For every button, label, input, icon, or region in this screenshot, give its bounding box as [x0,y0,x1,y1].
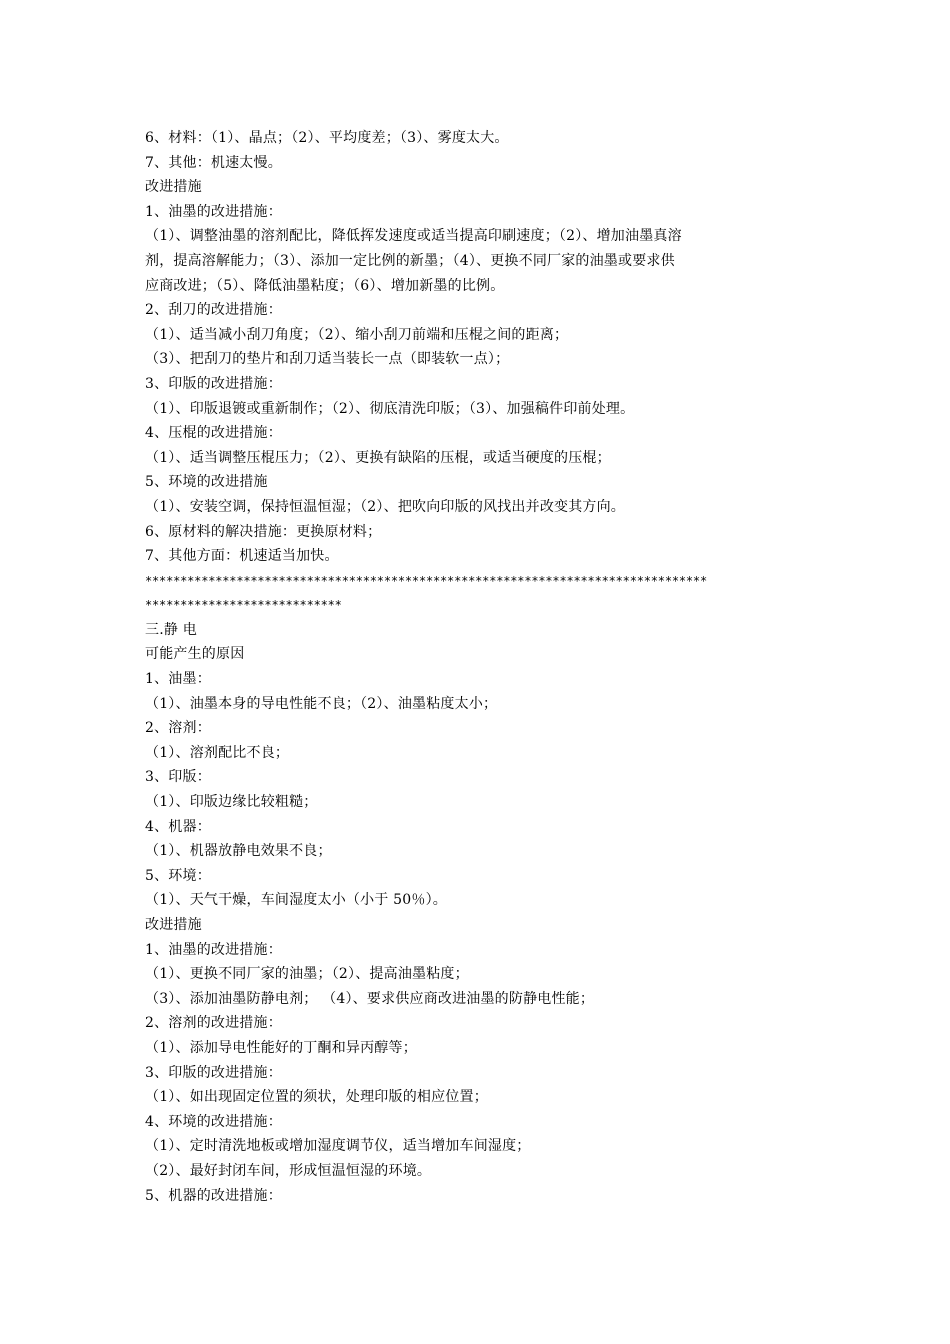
text-line: （1）、更换不同厂家的油墨；（2）、提高油墨粘度； [145,966,469,983]
text-line: 1、油墨： [145,671,211,688]
text-line: （3）、把刮刀的垫片和刮刀适当装长一点（即装软一点）； [145,351,510,368]
text-line: （1）、溶剂配比不良； [145,744,290,761]
text-line: 3、印版的改进措施： [145,1064,282,1081]
text-line: （1）、如出现固定位置的须状，处理印版的相应位置； [145,1089,488,1106]
text-line: （1）、定时清洗地板或增加湿度调节仪，适当增加车间湿度； [145,1138,531,1155]
text-line: 应商改进；（5）、降低油墨粘度；（6）、增加新墨的比例。 [145,277,505,294]
text-line: 1、油墨的改进措施： [145,941,282,958]
text-line: （1）、调整油墨的溶剂配比，降低挥发速度或适当提高印刷速度；（2）、增加油墨真溶 [145,228,682,245]
text-line: （1）、适当减小刮刀角度；（2）、缩小刮刀前端和压棍之间的距离； [145,326,569,343]
text-line: 2、溶剂： [145,720,211,737]
text-line: 7、其他方面：机速适当加快。 [145,548,339,565]
document-page [145,126,815,1208]
text-line: 5、环境： [145,867,211,884]
text-line: （1）、油墨本身的导电性能不良；（2）、油墨粘度太小； [145,695,498,712]
text-line: （1）、机器放静电效果不良； [145,843,332,860]
text-line: 6、材料：（1）、晶点；（2）、平均度差；（3）、雾度太大。 [145,130,509,146]
text-line: 6、原材料的解决措施：更换原材料； [145,523,382,540]
asterisk-divider: **************************** [145,598,342,613]
section-heading: 改进措施 [145,917,202,933]
text-line: （1）、安装空调，保持恒温恒湿；（2）、把吹向印版的风找出并改变其方向。 [145,498,626,515]
text-line: 4、环境的改进措施： [145,1113,282,1130]
text-line: 3、印版的改进措施： [145,375,282,392]
text-line: 2、溶剂的改进措施： [145,1015,282,1032]
section-heading: 改进措施 [145,179,202,196]
text-line: 4、压棍的改进措施： [145,425,282,442]
section-heading: 三.静 电 [145,621,197,638]
text-line: 剂，提高溶解能力；（3）、添加一定比例的新墨；（4）、更换不同厂家的油墨或要求供 [145,252,675,269]
text-line: （1）、印版退镀或重新制作；（2）、彻底清洗印版；（3）、加强稿件印前处理。 [145,400,635,417]
asterisk-divider: ******************************************************************************** [145,573,707,588]
text-line: 5、机器的改进措施： [145,1187,282,1204]
text-line: 1、油墨的改进措施： [145,203,282,220]
text-line: 7、其他：机速太慢。 [145,154,282,171]
text-line: （1）、适当调整压棍压力；（2）、更换有缺陷的压棍，或适当硬度的压棍； [145,449,611,466]
text-line: 4、机器： [145,818,211,835]
text-line: （1）、印版边缘比较粗糙； [145,794,318,811]
text-line: 2、刮刀的改进措施： [145,302,282,319]
text-line: 5、环境的改进措施 [145,474,268,491]
text-line: 3、印版： [145,769,211,786]
section-heading: 可能产生的原因 [145,646,245,663]
text-line: （2）、最好封闭车间，形成恒温恒湿的环境。 [145,1162,432,1179]
text-line: （3）、添加油墨防静电剂； （4）、要求供应商改进油墨的防静电性能； [145,990,595,1007]
text-line: （1）、添加导电性能好的丁酮和异丙醇等； [145,1039,417,1056]
text-line: （1）、天气干燥，车间湿度太小（小于 50％）。 [145,892,447,909]
